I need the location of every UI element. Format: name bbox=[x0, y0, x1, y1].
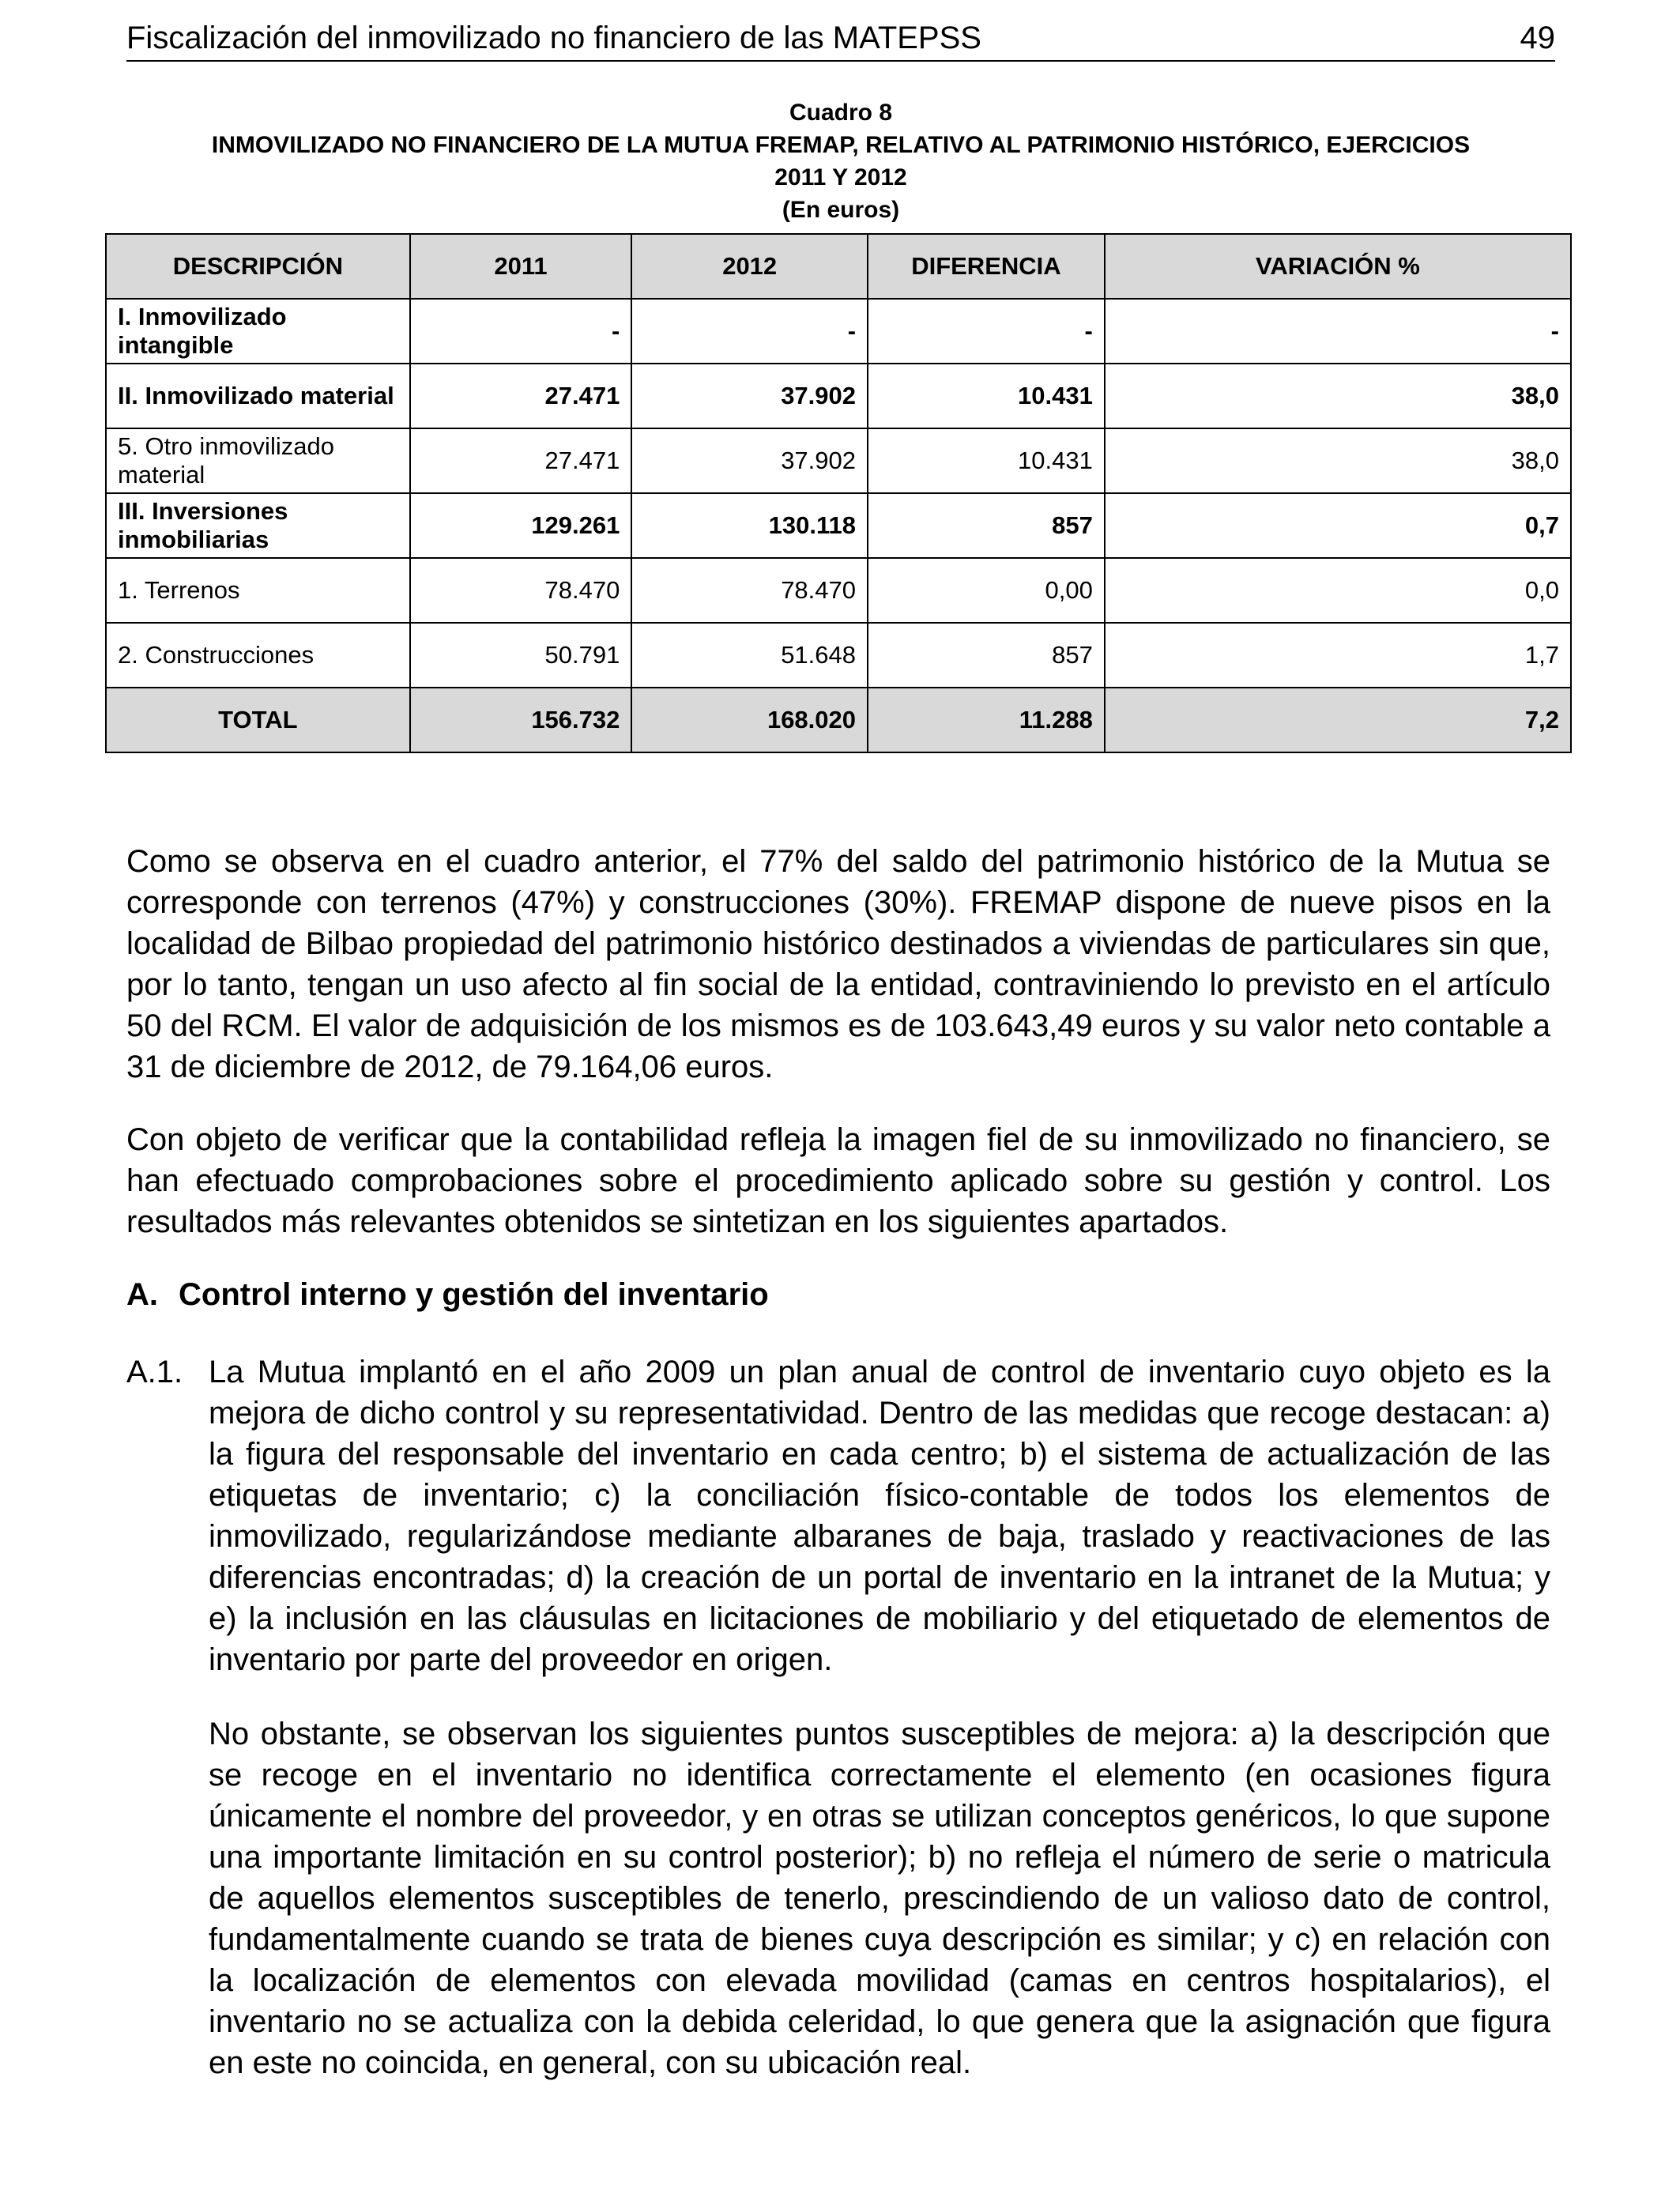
table-row bbox=[106, 364, 1571, 428]
column-header: 2012 bbox=[631, 234, 868, 299]
section-letter: A. bbox=[126, 1277, 158, 1312]
column-header: VARIACIÓN % bbox=[1105, 234, 1571, 299]
page-number: 49 bbox=[1520, 21, 1555, 55]
column-header: DESCRIPCIÓN bbox=[106, 234, 410, 299]
row-description: 5. Otro inmovilizado material bbox=[106, 428, 410, 493]
item-paragraph: No obstante, se observan los siguientes puntos susceptibles de mejora: a) la descripción que se recoge en el inventario no identifica correctamente el elemento (en ocasiones figura únicamente el nombre del proveedor, y en otras se utilizan conceptos genéricos, lo que supone una importante limitación en su control posterior); b) no refleja el número de serie o matricula de aquellos elementos susceptibles de tenerlo, prescindiendo de un valioso dato de control, fundamentalmente cuando se trata de bienes cuya descripción es similar; y c) en relación con la localización de elementos con elevada movilidad (camas en centros hospitalarios), el inventario no se actualiza con la debida celeridad, lo que genera que la asignación que figura en este no coincida, en general, con su ubicación real. bbox=[209, 1717, 1550, 2080]
value-2011: 78.470 bbox=[410, 558, 632, 623]
value-variation: 0,0 bbox=[1105, 558, 1571, 623]
value-variation: 38,0 bbox=[1105, 428, 1571, 493]
row-description: 2. Construcciones bbox=[106, 623, 410, 688]
header-title: Fiscalización del inmovilizado no financiero de las MATEPSS bbox=[126, 21, 981, 55]
row-description: I. Inmovilizado intangible bbox=[106, 299, 410, 364]
value-2011: 27.471 bbox=[410, 364, 632, 428]
total-2011: 156.732 bbox=[410, 688, 632, 752]
table-header-row bbox=[106, 234, 1571, 299]
table-row bbox=[106, 493, 1571, 558]
value-difference: 10.431 bbox=[868, 428, 1105, 493]
section-heading bbox=[126, 1274, 769, 1315]
body-paragraph: Con objeto de verificar que la contabilidad refleja la imagen fiel de su inmovilizado no financiero, se han efectuado comprobaciones sobre el procedimiento aplicado sobre su gestión y control. Los resultados más relevantes obtenidos se sintetizan en los siguientes apartados. bbox=[126, 1122, 1550, 1239]
caption-years: 2011 Y 2012 bbox=[774, 164, 907, 190]
table-row bbox=[106, 558, 1571, 623]
value-variation: - bbox=[1105, 299, 1571, 364]
column-header: 2011 bbox=[410, 234, 632, 299]
value-2012: - bbox=[631, 299, 868, 364]
value-difference: 10.431 bbox=[868, 364, 1105, 428]
column-header: DIFERENCIA bbox=[868, 234, 1105, 299]
total-2012: 168.020 bbox=[631, 688, 868, 752]
data-table bbox=[105, 233, 1572, 753]
value-2012: 37.902 bbox=[631, 364, 868, 428]
value-2012: 78.470 bbox=[631, 558, 868, 623]
table-caption bbox=[126, 96, 1555, 226]
value-difference: 857 bbox=[868, 493, 1105, 558]
table-total-row bbox=[106, 688, 1571, 752]
value-difference: 857 bbox=[868, 623, 1105, 688]
caption-title: INMOVILIZADO NO FINANCIERO DE LA MUTUA FREMAP, RELATIVO AL PATRIMONIO HISTÓRICO, EJERCICIOS bbox=[211, 132, 1471, 158]
value-variation: 1,7 bbox=[1105, 623, 1571, 688]
value-2012: 37.902 bbox=[631, 428, 868, 493]
value-2011: 50.791 bbox=[410, 623, 632, 688]
row-description: 1. Terrenos bbox=[106, 558, 410, 623]
total-variation: 7,2 bbox=[1105, 688, 1571, 752]
total-difference: 11.288 bbox=[868, 688, 1105, 752]
value-difference: - bbox=[868, 299, 1105, 364]
section-title: Control interno y gestión del inventario bbox=[179, 1277, 769, 1312]
row-description: II. Inmovilizado material bbox=[106, 364, 410, 428]
value-variation: 0,7 bbox=[1105, 493, 1571, 558]
total-label: TOTAL bbox=[106, 688, 410, 752]
value-variation: 38,0 bbox=[1105, 364, 1571, 428]
item-label: A.1. bbox=[126, 1355, 183, 1389]
item-paragraph: La Mutua implantó en el año 2009 un plan anual de control de inventario cuyo objeto es la mejora de dicho control y su representatividad. Dentro de las medidas que recoge destacan: a) la figura del responsable del inventario en cada centro; b) el sistema de actualización de las etiquetas de inventario; c) la conciliación físico-contable de todos los elementos de inmovilizado, regularizándose mediante albaranes de baja, traslado y reactivaciones de las diferencias encontradas; d) la creación de un portal de inventario en la intranet de la Mutua; y e) la inclusión en las cláusulas en licitaciones de mobiliario y del etiquetado de elementos de inventario por parte del proveedor en origen. bbox=[209, 1355, 1550, 1677]
page-header bbox=[126, 14, 1555, 62]
value-2011: - bbox=[410, 299, 632, 364]
caption-number: Cuadro 8 bbox=[789, 100, 893, 126]
table-row bbox=[106, 428, 1571, 493]
table-row bbox=[106, 299, 1571, 364]
body-paragraph: Como se observa en el cuadro anterior, el 77% del saldo del patrimonio histórico de la Mutua se corresponde con terrenos (47%) y construcciones (30%). FREMAP dispone de nueve pisos en la localidad de Bilbao propiedad del patrimonio histórico destinados a viviendas de particulares sin que, por lo tanto, tengan un uso afecto al fin social de la entidad, contraviniendo lo previsto en el artículo 50 del RCM. El valor de adquisición de los mismos es de 103.643,49 euros y su valor neto contable a 31 de diciembre de 2012, de 79.164,06 euros. bbox=[126, 844, 1550, 1084]
value-2012: 130.118 bbox=[631, 493, 868, 558]
value-difference: 0,00 bbox=[868, 558, 1105, 623]
value-2011: 27.471 bbox=[410, 428, 632, 493]
caption-units: (En euros) bbox=[782, 197, 900, 223]
row-description: III. Inversiones inmobiliarias bbox=[106, 493, 410, 558]
value-2011: 129.261 bbox=[410, 493, 632, 558]
value-2012: 51.648 bbox=[631, 623, 868, 688]
table-row bbox=[106, 623, 1571, 688]
